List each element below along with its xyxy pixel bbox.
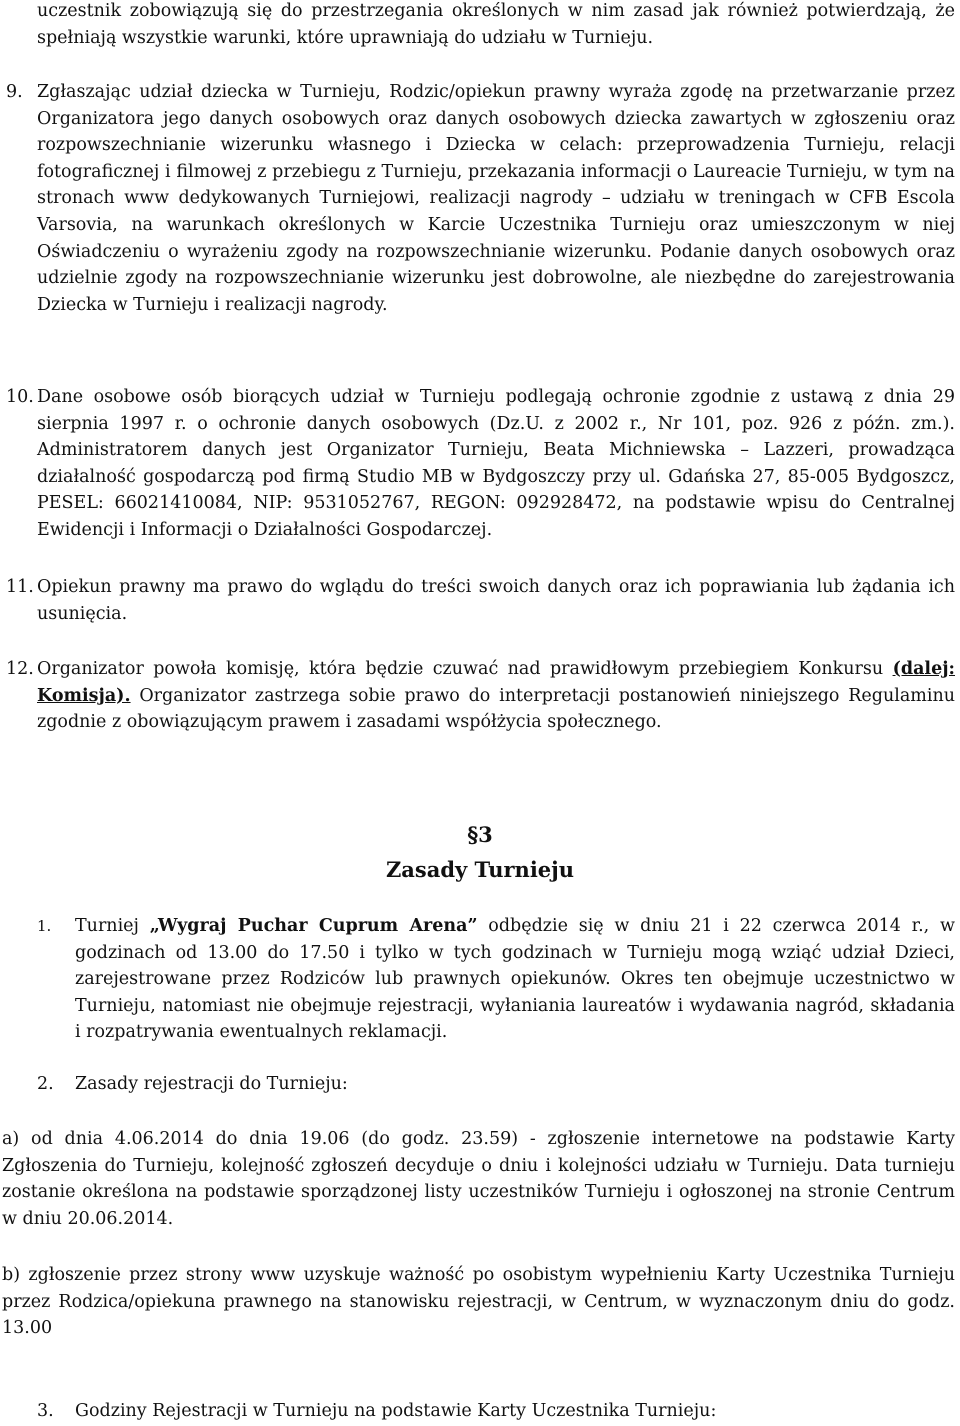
paragraph-12 — [37, 656, 955, 736]
item-number-12: 12. — [6, 659, 34, 679]
rule-1-text-before: Turniej — [75, 916, 150, 936]
section-symbol: §3 — [467, 822, 493, 847]
item-number-10: 10. — [6, 387, 34, 407]
paragraph-12-text-after: Organizator zastrzega sobie prawo do interpretacji postanowień niniejszego Regulaminu zgodnie z obowiązującym prawem i zasadami współżycia społecznego. — [37, 685, 955, 733]
rule-2-b: b) zgłoszenie przez strony www uzyskuje ważność po osobistym wypełnieniu Karty Uczestnika Turnieju przez Rodzica/opiekuna prawnego na stanowisku rejestracji, w Centrum, w wyznaczonym dniu do godz. 13.00 — [2, 1265, 955, 1339]
intro-paragraph: uczestnik zobowiązują się do przestrzegania określonych w nim zasad jak również potwierdzają, że spełniają wszystkie warunki, które uprawniają do udziału w Turnieju. — [37, 1, 955, 48]
rule-number-3: 3. — [37, 1401, 54, 1421]
paragraph-12-text-before: Organizator powoła komisję, która będzie czuwać nad prawidłowym przebiegiem Konkursu — [37, 659, 893, 679]
rule-number-1: 1. — [37, 917, 52, 935]
rule-number-2: 2. — [37, 1074, 54, 1094]
rule-1-text-after: odbędzie się w dniu 21 i 22 czerwca 2014 r., w godzinach od 13.00 do 17.50 i tylko w tych godzinach w Turnieju mogą wziąć udział Dzieci, zarejestrowane przez Rodziców lub prawnych opiekunów. Okres ten obejmuje uczestnictwo w Turnieju, natomiast nie obejmuje rejestracji, wyłaniania laureatów i wydawania nagród, składania i rozpatrywania ewentualnych reklamacji. — [75, 916, 955, 1043]
committee-definition: (dalej: Komisja). — [37, 659, 955, 706]
item-number-11: 11. — [6, 577, 34, 597]
rule-2: Zasady rejestracji do Turnieju: — [75, 1074, 348, 1094]
tournament-name: „Wygraj Puchar Cuprum Arena” — [149, 916, 478, 936]
rule-1 — [75, 913, 955, 1046]
section-title: Zasady Turnieju — [385, 857, 575, 882]
rule-3: Godziny Rejestracji w Turnieju na podstawie Karty Uczestnika Turnieju: — [75, 1401, 717, 1421]
rule-2-a: a) od dnia 4.06.2014 do dnia 19.06 (do godz. 23.59) - zgłoszenie internetowe na podstawie Karty Zgłoszenia do Turnieju, kolejność zgłoszeń decyduje o dniu i kolejności udziału w Turnieju. Data turnieju zostanie określona na podstawie sporządzonej listy uczestników Turnieju i ogłoszonej na stronie Centrum w dniu 20.06.2014. — [2, 1129, 955, 1229]
item-number-9: 9. — [6, 82, 23, 102]
paragraph-10: Dane osobowe osób biorących udział w Turnieju podlegają ochronie zgodnie z ustawą z dnia 29 sierpnia 1997 r. o ochronie danych osobowych (Dz.U. z 2002 r., Nr 101, poz. 926 z późn. zm.). Administratorem danych jest Organizator Turnieju, Beata Michniewska – Lazzeri, prowadząca działalność gospodarczą pod firmą Studio MB w Bydgoszczy przy ul. Gdańska 27, 85-005 Bydgoszcz, PESEL: 66021410084, NIP: 9531052767, REGON: 092928472, na podstawie wpisu do Centralnej Ewidencji i Informacji o Działalności Gospodarczej. — [37, 387, 955, 540]
paragraph-11: Opiekun prawny ma prawo do wglądu do treści swoich danych oraz ich poprawiania lub żądania ich usunięcia. — [37, 577, 955, 624]
paragraph-9: Zgłaszając udział dziecka w Turnieju, Rodzic/opiekun prawny wyraża zgodę na przetwarzanie przez Organizatora jego danych osobowych oraz danych osobowych dziecka zawartych w zgłoszeniu oraz rozpowszechnianie wizerunku własnego i Dziecka w celach: przeprowadzenia Turnieju, relacji fotograficznej i filmowej z przebiegu z Turnieju, przekazania informacji o Laureacie Turnieju, w tym na stronach www dedykowanych Turniejowi, realizacji nagrody – udziału w treningach w CFB Escola Varsovia, na warunkach określonych w Karcie Uczestnika Turnieju oraz umieszczonym w niej Oświadczeniu o wyrażeniu zgody na rozpowszechnianie wizerunku. Podanie danych osobowych oraz udzielnie zgody na rozpowszechnianie wizerunku jest dobrowolne, ale niezbędne do zarejestrowania Dziecka w Turnieju i realizacji nagrody. — [37, 82, 955, 315]
